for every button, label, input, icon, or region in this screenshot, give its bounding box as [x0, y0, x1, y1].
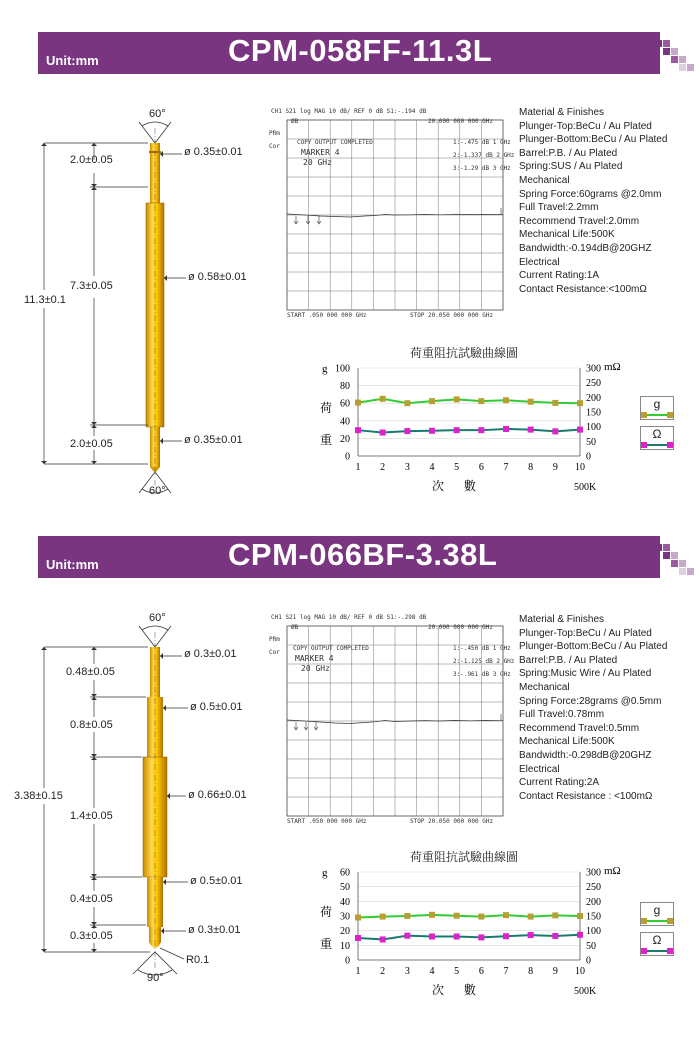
data-point	[577, 400, 583, 406]
spec-line: Recommend Travel:2.0mm	[519, 215, 640, 227]
right-tick-label: 50	[586, 436, 596, 448]
left-tick-label: 10	[340, 940, 350, 952]
x-tick-label: 6	[478, 966, 484, 977]
model-title: CPM-058FF-11.3L	[228, 33, 493, 68]
bottom-angle: 60°	[149, 485, 166, 497]
data-point	[454, 396, 460, 402]
data-point	[577, 932, 583, 938]
unit-label: Unit:mm	[46, 557, 99, 572]
data-point	[552, 400, 558, 406]
spec-line: Spring Force:28grams @0.5mm	[519, 695, 662, 707]
vna-marker-3: 3:-.961 dB 3 GHz	[453, 671, 511, 678]
data-point	[429, 398, 435, 404]
y-axis-title: 重	[320, 433, 333, 447]
spec-line: Contact Resistance : <100mΩ	[519, 790, 653, 802]
header-bar	[38, 536, 660, 578]
right-tick-label: 250	[586, 882, 601, 894]
dim-d2: ø 0.5±0.01	[190, 701, 243, 713]
right-tick-label: 150	[586, 911, 601, 923]
x-tick-label: 10	[575, 966, 585, 977]
spec-line: Full Travel:2.2mm	[519, 202, 599, 214]
y-axis-title: 荷	[320, 401, 333, 415]
x-tick-label: 4	[429, 966, 435, 977]
legend-g	[640, 902, 674, 926]
vna-marker-3: 3:-1.29 dB 3 GHz	[453, 165, 511, 172]
x-end-label: 500K	[574, 482, 597, 493]
vna-header: CH1 S21 log MAG 10 dB/ REF 0 dB S1:-.194 dB	[271, 108, 427, 115]
data-point	[429, 934, 435, 940]
data-point	[429, 428, 435, 434]
left-tick-label: 0	[345, 955, 350, 967]
vna-marker-2: 2:-1.337 dB 2 GHz	[453, 152, 515, 159]
header-decoration	[655, 540, 700, 580]
dim-radius: R0.1	[186, 954, 210, 966]
dim-left-c: 2.0±0.05	[70, 438, 113, 450]
spec-line: Bandwidth:-0.194dB@20GHZ	[519, 242, 652, 254]
dim-left-a: 2.0±0.05	[70, 154, 113, 166]
right-tick-label: 300	[586, 867, 601, 879]
data-point	[404, 428, 410, 434]
vna-label-prm: PRm	[269, 636, 280, 643]
pin-drawing	[0, 612, 275, 1012]
top-angle: 60°	[149, 612, 166, 624]
right-tick-label: 200	[586, 392, 601, 404]
chart-title: 荷重阻抗試驗曲線圖	[410, 346, 519, 360]
vna-stop: STOP 20.050 000 000 GHz	[410, 312, 494, 319]
spec-line: Current Rating:1A	[519, 270, 600, 282]
left-tick-label: 60	[340, 398, 350, 410]
vna-label-b: ØB	[291, 118, 299, 125]
left-tick-label: 100	[335, 363, 350, 375]
left-tick-label: 80	[340, 381, 350, 393]
spec-list	[519, 106, 699, 296]
data-point	[503, 397, 509, 403]
unit-label: Unit:mm	[46, 53, 99, 68]
x-tick-label: 10	[575, 462, 585, 473]
x-tick-label: 5	[454, 462, 460, 473]
left-tick-label: 20	[340, 433, 350, 445]
spec-line: Current Rating:2A	[519, 777, 600, 789]
data-point	[577, 427, 583, 433]
data-point	[355, 935, 361, 941]
spec-line: Plunger-Top:BeCu / Au Plated	[519, 120, 652, 132]
left-tick-label: 60	[340, 867, 350, 879]
vna-marker-1: 1:-.450 dB 1 GHz	[453, 645, 511, 652]
data-point	[355, 400, 361, 406]
load-resistance-chart	[318, 344, 621, 494]
data-point	[380, 396, 386, 402]
spec-line: Electrical	[519, 763, 560, 775]
y-axis-title: 荷	[320, 905, 333, 919]
spec-line: Full Travel:0.78mm	[519, 709, 605, 721]
vna-note-1: COPY OUTPUT COMPLETED	[293, 645, 369, 652]
x-tick-label: 2	[380, 966, 386, 977]
right-tick-label: 100	[586, 422, 601, 434]
spec-line: Spring Force:60grams @2.0mm	[519, 188, 662, 200]
spec-line: Recommend Travel:0.5mm	[519, 722, 640, 734]
data-point	[404, 400, 410, 406]
legend-g-label: g	[653, 903, 661, 917]
left-tick-label: 30	[340, 911, 350, 923]
vna-label-b: ØB	[291, 624, 299, 631]
dim-d5: ø 0.3±0.01	[188, 924, 241, 936]
right-tick-label: 0	[586, 955, 591, 967]
spec-line: Bandwidth:-0.298dB@20GHZ	[519, 749, 652, 761]
spec-line: Mechanical	[519, 681, 570, 693]
chart-svg	[318, 360, 621, 510]
right-tick-label: 150	[586, 407, 601, 419]
spec-line: Mechanical	[519, 174, 570, 186]
data-point	[380, 936, 386, 942]
legend-ohm	[640, 426, 674, 450]
spec-line: Contact Resistance:<100mΩ	[519, 283, 647, 295]
dim-d4: ø 0.5±0.01	[190, 875, 243, 887]
model-title: CPM-066BF-3.38L	[228, 537, 498, 572]
vna-label-prm: PRm	[269, 130, 280, 137]
data-point	[404, 913, 410, 919]
dim-d3: ø 0.66±0.01	[188, 789, 247, 801]
data-point	[478, 934, 484, 940]
spec-line: Plunger-Bottom:BeCu / Au Plated	[519, 134, 668, 146]
dim-left-a: 0.48±0.05	[66, 666, 115, 678]
x-tick-label: 8	[528, 462, 534, 473]
data-point	[478, 914, 484, 920]
spec-line: Plunger-Bottom:BeCu / Au Plated	[519, 641, 668, 653]
data-point	[503, 912, 509, 918]
data-point	[380, 430, 386, 436]
dim-d2: ø 0.58±0.01	[188, 271, 247, 283]
legend-g-swatch	[641, 917, 673, 925]
right-tick-label: 100	[586, 926, 601, 938]
vna-note-1: COPY OUTPUT COMPLETED	[297, 139, 373, 146]
series-line-ohm	[358, 429, 580, 433]
left-unit-label: g	[322, 867, 328, 879]
x-axis-title: 次 數	[432, 479, 476, 493]
right-tick-label: 50	[586, 940, 596, 952]
spec-line: Material & Finishes	[519, 107, 605, 118]
left-tick-label: 40	[340, 896, 350, 908]
x-tick-label: 8	[528, 966, 534, 977]
data-point	[454, 913, 460, 919]
series-line-ohm	[358, 935, 580, 940]
right-tick-label: 200	[586, 896, 601, 908]
dim-left-c: 1.4±0.05	[70, 810, 113, 822]
header-decoration	[655, 36, 700, 76]
vna-header: CH1 S21 log MAG 10 dB/ REF 0 dB S1:-.298 dB	[271, 614, 427, 621]
spec-line: Spring:SUS / Au Plated	[519, 161, 623, 173]
bottom-angle: 90°	[147, 972, 164, 984]
vna-label-cor: Cor	[269, 143, 280, 150]
vna-note-2: MARKER 4	[301, 148, 340, 157]
data-point	[380, 914, 386, 920]
y-axis-title: 重	[320, 937, 333, 951]
dim-d3: ø 0.35±0.01	[184, 434, 243, 446]
pin-drawing-svg	[0, 108, 275, 508]
spec-line: Material & Finishes	[519, 614, 605, 625]
data-point	[528, 399, 534, 405]
dim-left-d: 0.4±0.05	[70, 893, 113, 905]
vna-header2: 20.000 000 000 GHz	[428, 624, 494, 631]
spec-line: Barrel:P.B. / Au Plated	[519, 654, 618, 666]
right-tick-label: 0	[586, 451, 591, 463]
legend-ohm-swatch	[641, 947, 673, 955]
data-point	[478, 427, 484, 433]
legend-g-label: g	[653, 397, 661, 411]
right-tick-label: 250	[586, 378, 601, 390]
vna-note-3: 20 GHz	[303, 158, 332, 167]
dim-left-b: 0.8±0.05	[70, 719, 113, 731]
data-point	[404, 933, 410, 939]
vna-note-3: 20 GHz	[301, 664, 330, 673]
x-tick-label: 9	[552, 462, 558, 473]
series-line-g	[358, 399, 580, 403]
vna-plot	[265, 108, 515, 323]
spec-line: Electrical	[519, 256, 560, 268]
left-tick-label: 0	[345, 451, 350, 463]
pin-drawing-svg	[0, 612, 275, 1012]
legend-ohm	[640, 932, 674, 956]
spec-line: Mechanical Life:500K	[519, 229, 615, 241]
x-tick-label: 3	[404, 966, 410, 977]
data-point	[454, 427, 460, 433]
dim-left-b: 7.3±0.05	[70, 280, 113, 292]
header-bar	[38, 32, 660, 74]
legend-g-swatch	[641, 411, 673, 419]
vna-marker-2: 2:-1.125 dB 2 GHz	[453, 658, 515, 665]
dim-d1: ø 0.35±0.01	[184, 146, 243, 158]
dim-total: 11.3±0.1	[24, 294, 66, 306]
x-tick-label: 9	[552, 966, 558, 977]
dim-left-e: 0.3±0.05	[70, 930, 113, 942]
x-tick-label: 5	[454, 966, 460, 977]
spec-line: Barrel:P.B. / Au Plated	[519, 147, 618, 159]
data-point	[503, 933, 509, 939]
legend-g	[640, 396, 674, 420]
right-unit-label: mΩ	[604, 865, 621, 877]
x-end-label: 500K	[574, 986, 597, 997]
data-point	[552, 428, 558, 434]
pin-drawing	[0, 108, 275, 508]
load-resistance-chart	[318, 848, 621, 998]
x-tick-label: 7	[503, 966, 509, 977]
data-point	[528, 914, 534, 920]
data-point	[528, 427, 534, 433]
legend-ohm-label: Ω	[652, 427, 662, 441]
left-tick-label: 40	[340, 416, 350, 428]
data-point	[552, 912, 558, 918]
data-point	[454, 934, 460, 940]
left-unit-label: g	[322, 363, 328, 375]
data-point	[552, 933, 558, 939]
x-tick-label: 7	[503, 462, 509, 473]
data-point	[355, 427, 361, 433]
x-tick-label: 1	[355, 966, 361, 977]
chart-title: 荷重阻抗試驗曲線圖	[410, 850, 519, 864]
vna-start: START .050 000 000 GHz	[287, 818, 367, 825]
vna-plot	[265, 614, 515, 829]
series-line-g	[358, 915, 580, 918]
vna-header2: 20.000 000 000 GHz	[428, 118, 494, 125]
left-tick-label: 20	[340, 926, 350, 938]
left-tick-label: 50	[340, 882, 350, 894]
chart-svg	[318, 864, 621, 1014]
spec-list	[519, 613, 699, 803]
x-tick-label: 1	[355, 462, 361, 473]
data-point	[577, 913, 583, 919]
legend-ohm-swatch	[641, 441, 673, 449]
dim-total: 3.38±0.15	[14, 790, 63, 802]
vna-label-cor: Cor	[269, 649, 280, 656]
data-point	[528, 932, 534, 938]
right-tick-label: 300	[586, 363, 601, 375]
vna-start: START .050 000 000 GHz	[287, 312, 367, 319]
dim-d1: ø 0.3±0.01	[184, 648, 237, 660]
data-point	[355, 914, 361, 920]
vna-note-2: MARKER 4	[295, 654, 334, 663]
x-tick-label: 6	[478, 462, 484, 473]
spec-line: Plunger-Top:BeCu / Au Plated	[519, 627, 652, 639]
vna-marker-1: 1:-.475 dB 1 GHz	[453, 139, 511, 146]
legend-ohm-label: Ω	[652, 933, 662, 947]
data-point	[429, 912, 435, 918]
x-tick-label: 2	[380, 462, 386, 473]
x-axis-title: 次 數	[432, 983, 476, 997]
spec-line: Mechanical Life:500K	[519, 736, 615, 748]
data-point	[503, 426, 509, 432]
x-tick-label: 3	[404, 462, 410, 473]
spec-line: Spring:Music Wire / Au Plated	[519, 668, 652, 680]
data-point	[478, 398, 484, 404]
x-tick-label: 4	[429, 462, 435, 473]
top-angle: 60°	[149, 108, 166, 120]
right-unit-label: mΩ	[604, 361, 621, 373]
vna-stop: STOP 20.050 000 000 GHz	[410, 818, 494, 825]
